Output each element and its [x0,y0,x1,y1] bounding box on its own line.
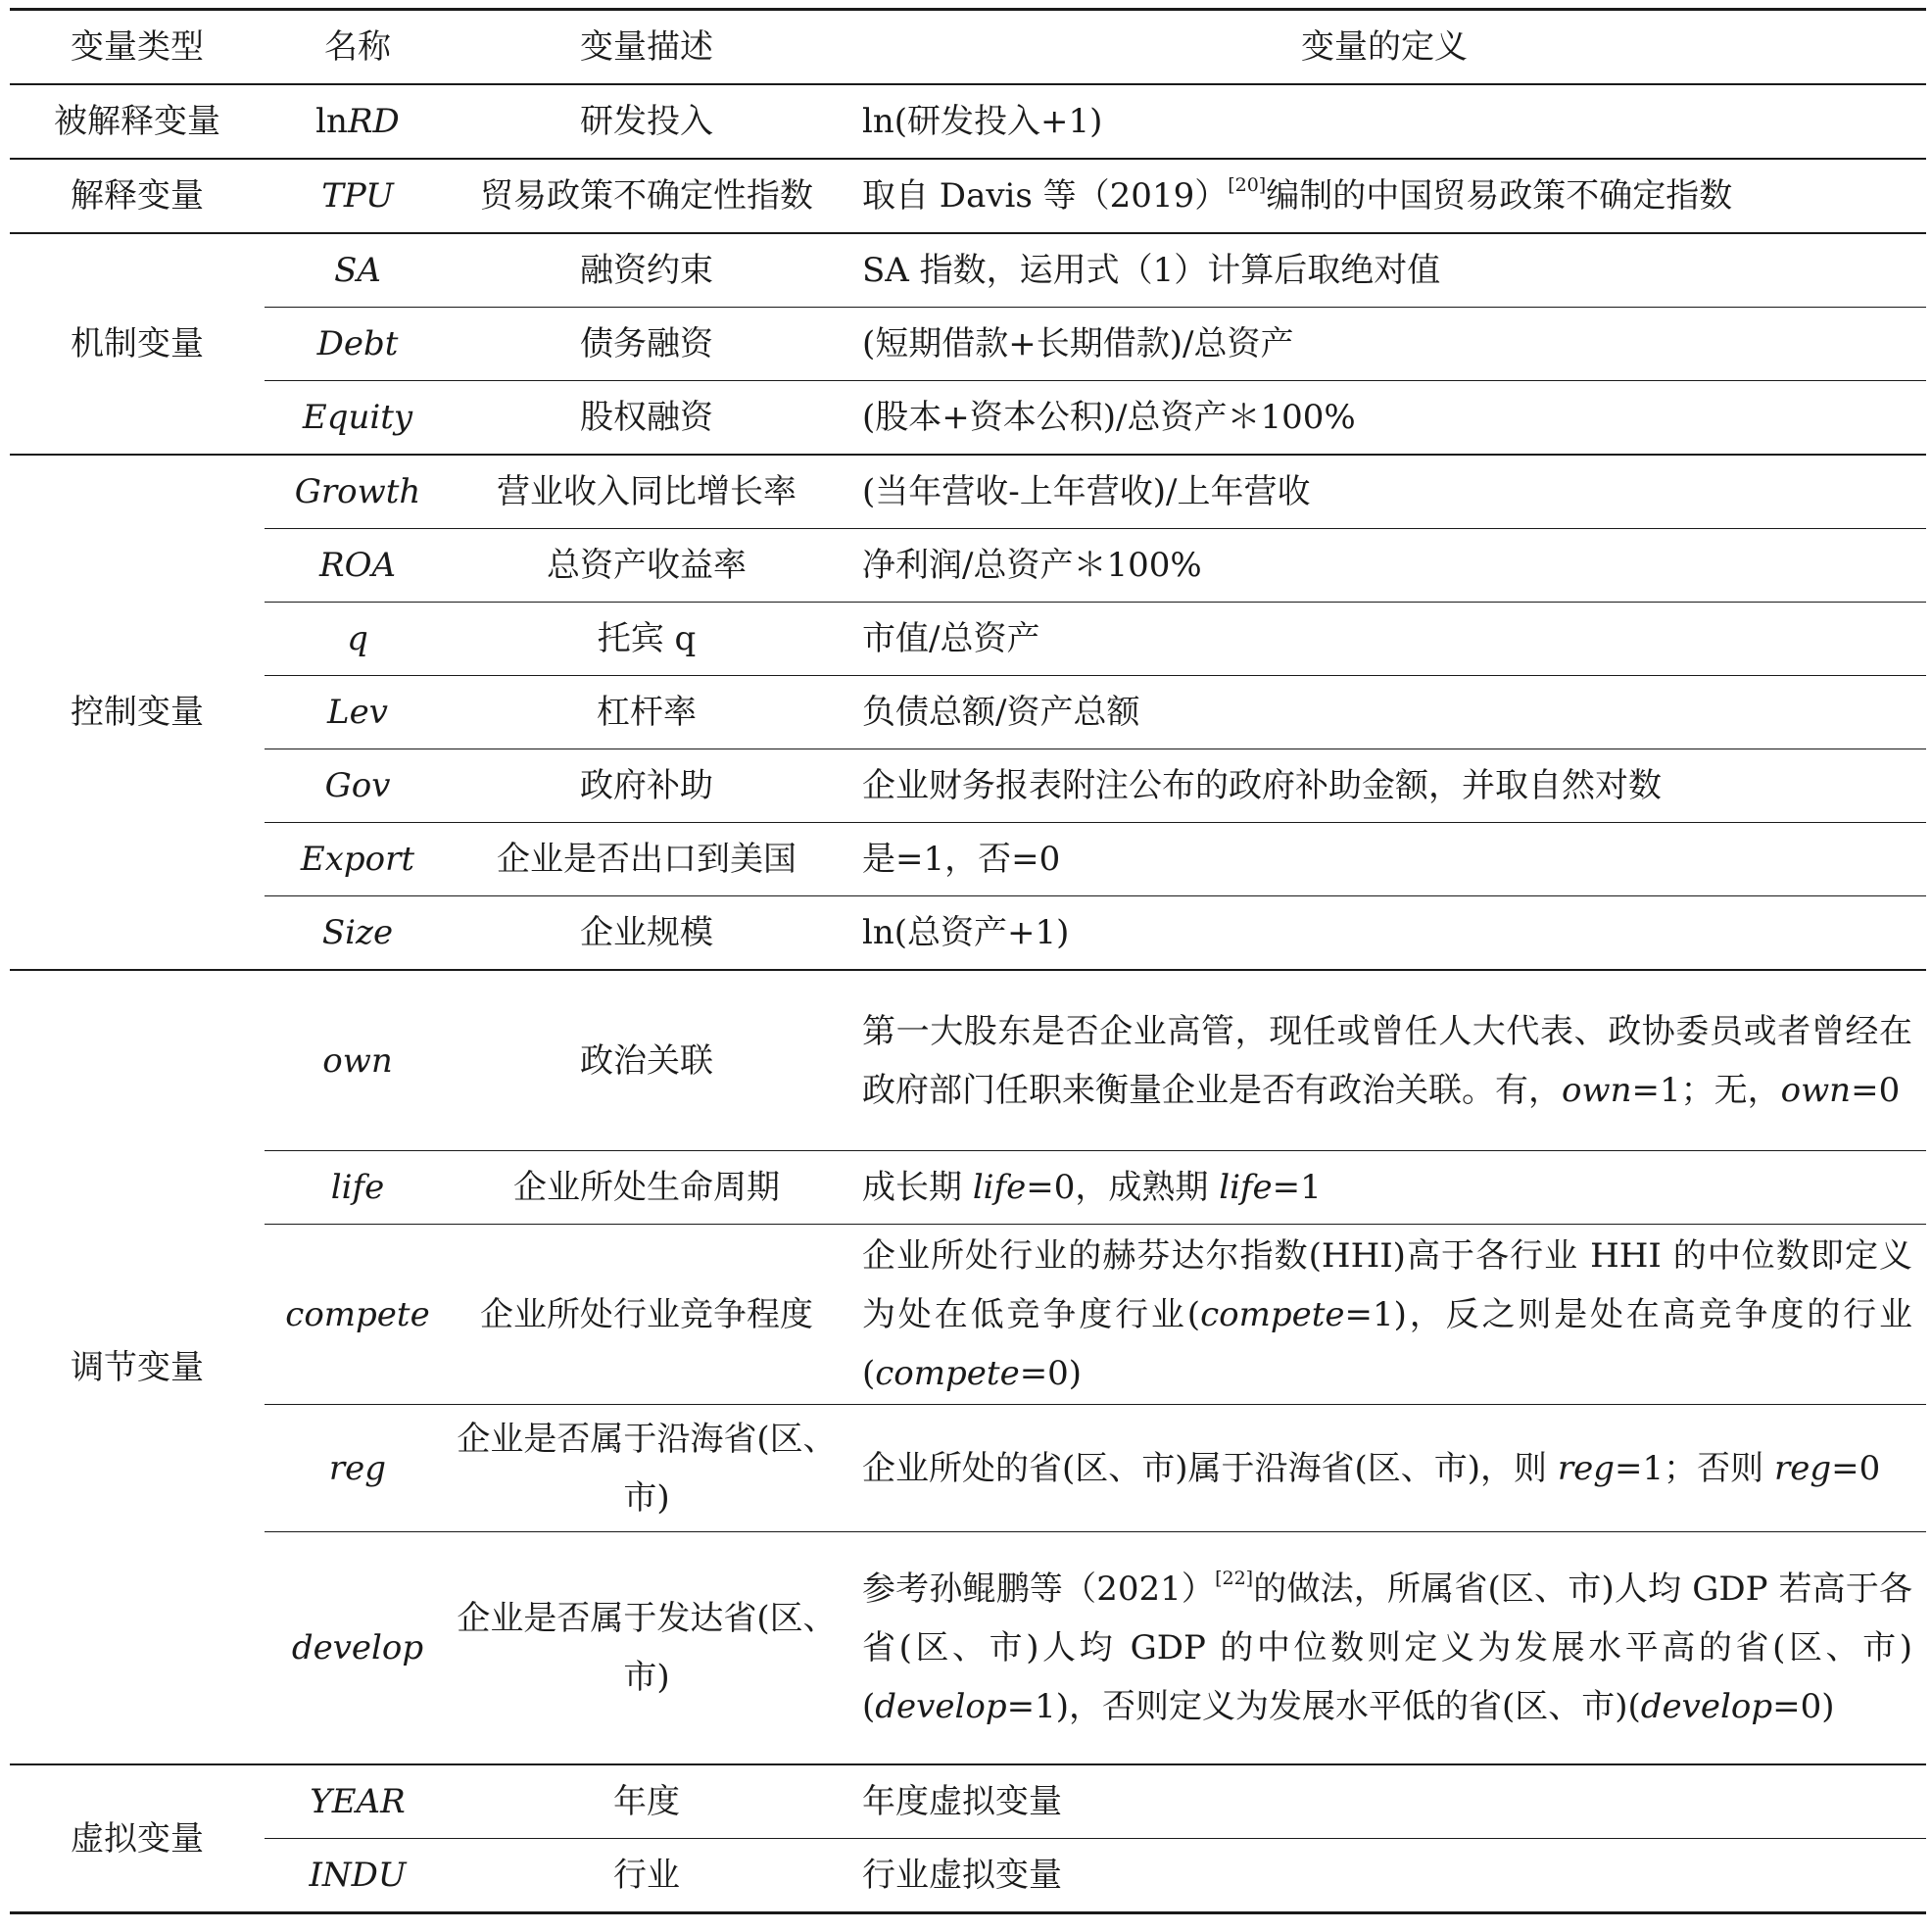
definition-text: =0) [1772,1687,1835,1726]
var-description: 企业是否出口到美国 [497,840,797,879]
var-description: 总资产收益率 [547,546,747,585]
citation-ref: [22] [1215,1568,1254,1589]
table-row [10,1839,1926,1913]
definition-text: =0，成熟期 [1026,1168,1220,1207]
var-definition [843,1405,1926,1532]
var-description: 年度 [613,1782,680,1821]
var-description: 营业收入同比增长率 [497,472,797,511]
definition-variable: reg [1557,1448,1616,1488]
table-row [10,823,1926,896]
var-name: TPU [321,176,394,216]
var-name: SA [334,251,381,290]
var-name: reg [328,1448,387,1488]
var-description: 融资约束 [580,251,713,290]
definition-text: =1 [1272,1168,1322,1207]
var-definition: 企业财务报表附注公布的政府补助金额，并取自然对数 [862,766,1662,805]
definition-text: 企业所处行业的赫芬达尔指数(HHI)高于各行业 HHI 的中位数即定义为处在低竞争度行业( [862,1235,1912,1334]
definition-text: 企业所处的省(区、市)属于沿海省(区、市)，则 [862,1448,1558,1488]
table-body [10,84,1926,1913]
header-variable-type: 变量类型 [71,27,204,67]
var-description: 行业 [613,1856,680,1895]
table-row [10,159,1926,233]
group-dependent: 被解释变量 [54,102,220,141]
header-definition: 变量的定义 [1301,27,1468,67]
definition-variable: develop [1640,1687,1773,1726]
var-definition: 是=1，否=0 [862,840,1061,879]
definition-text: 参考孙鲲鹏等（2021） [862,1570,1216,1609]
definition-variable: life [1219,1168,1273,1207]
var-description: 企业是否属于沿海省(区、市) [457,1419,837,1518]
definition-text: 编制的中国贸易政策不确定指数 [1266,176,1733,216]
var-name: Growth [294,472,421,511]
definition-variable: reg [1773,1448,1832,1488]
definition-text: 成长期 [862,1168,973,1207]
var-description: 企业所处生命周期 [513,1168,780,1207]
definition-text: =1)，否则定义为发展水平低的省(区、市)( [1006,1687,1641,1726]
table-row [10,381,1926,456]
variable-definition-table [10,8,1926,1914]
var-name-main: RD [347,102,400,141]
var-description: 杠杆率 [597,693,697,732]
var-name: q [347,619,368,658]
var-description: 研发投入 [580,102,713,141]
definition-text: 取自 Davis 等（2019） [862,176,1229,216]
table-row [10,84,1926,159]
header-row [10,10,1926,85]
var-definition [843,159,1926,233]
var-description: 债务融资 [580,324,713,363]
var-definition [843,1151,1926,1225]
var-name: YEAR [310,1782,406,1821]
var-definition [843,970,1926,1151]
var-definition: 行业虚拟变量 [862,1856,1062,1895]
table-row [10,455,1926,529]
var-name: develop [291,1628,424,1667]
table-row [10,749,1926,823]
var-definition: (短期借款+长期借款)/总资产 [862,324,1294,363]
var-name: compete [285,1294,430,1334]
var-definition: SA 指数，运用式（1）计算后取绝对值 [862,251,1441,290]
table-row [10,970,1926,1151]
table-row [10,308,1926,381]
var-definition: ln(研发投入+1) [862,102,1103,141]
definition-variable: compete [1200,1294,1345,1334]
group-explanatory: 解释变量 [71,176,204,216]
definition-variable: own [1780,1070,1852,1110]
header-description: 变量描述 [580,27,713,67]
var-name: life [330,1168,385,1207]
var-name: INDU [309,1856,407,1895]
var-definition [843,1225,1926,1405]
var-description: 政府补助 [580,766,713,805]
var-definition: 市值/总资产 [862,619,1040,658]
definition-text: =1；否则 [1615,1448,1774,1488]
var-definition: (股本+资本公积)/总资产＊100% [862,398,1356,437]
header-name: 名称 [324,27,391,67]
group-dummy: 虚拟变量 [71,1818,204,1859]
var-description: 贸易政策不确定性指数 [480,176,813,216]
table-row [10,529,1926,603]
var-name: Equity [302,398,413,437]
definition-variable: develop [875,1687,1007,1726]
table-row [10,896,1926,971]
var-name: ROA [318,546,397,585]
group-mechanism: 机制变量 [71,324,204,363]
table-row [10,603,1926,676]
definition-text: 的做法，所属省(区、市)人均 GDP 若高于各省(区、市)人均 GDP 的中位数则定义为发展水平高的省(区、市)( [862,1570,1912,1726]
var-description: 企业规模 [580,913,713,952]
var-name: Size [321,913,394,952]
table-row [10,1764,1926,1839]
definition-variable: own [1562,1070,1632,1110]
definition-text: 第一大股东是否企业高管，现任或曾任人大代表、政协委员或者曾经在政府部门任职来衡量企业是否有政治关联。有， [862,1011,1912,1110]
var-description: 托宾 q [597,619,697,658]
citation-ref: [20] [1228,174,1267,196]
var-description: 政治关联 [580,1040,713,1081]
table-row [10,1532,1926,1765]
definition-text: =0 [1831,1448,1881,1488]
var-description: 股权融资 [580,398,713,437]
var-name: Export [300,840,415,879]
var-definition: 负债总额/资产总额 [862,693,1140,732]
var-name-prefix: ln [315,102,348,141]
table-row [10,233,1926,308]
definition-variable: compete [875,1353,1020,1393]
definition-text: =0 [1851,1070,1901,1110]
var-name: own [322,1040,393,1081]
group-moderating: 调节变量 [71,1347,204,1387]
var-name [265,84,451,159]
definition-text: =1)，反之则是处在高竞争度的行业( [862,1294,1912,1393]
table-header [10,10,1926,85]
definition-text: =1；无， [1631,1070,1781,1110]
var-name: Lev [327,693,388,732]
var-name: Gov [324,766,391,805]
table-row [10,1405,1926,1532]
table-row [10,1225,1926,1405]
definition-text: =0) [1019,1353,1083,1393]
var-definition [843,1532,1926,1765]
var-definition: (当年营收-上年营收)/上年营收 [862,472,1311,511]
table-row [10,676,1926,749]
var-description: 企业所处行业竞争程度 [480,1294,813,1334]
var-definition: 净利润/总资产＊100% [862,546,1202,585]
var-description: 企业是否属于发达省(区、市) [457,1599,837,1697]
definition-variable: life [972,1168,1027,1207]
var-definition: ln(总资产+1) [862,913,1070,952]
table-row [10,1151,1926,1225]
table [10,8,1926,1914]
var-definition: 年度虚拟变量 [862,1782,1062,1821]
var-name: Debt [316,324,399,363]
group-control: 控制变量 [71,693,204,732]
